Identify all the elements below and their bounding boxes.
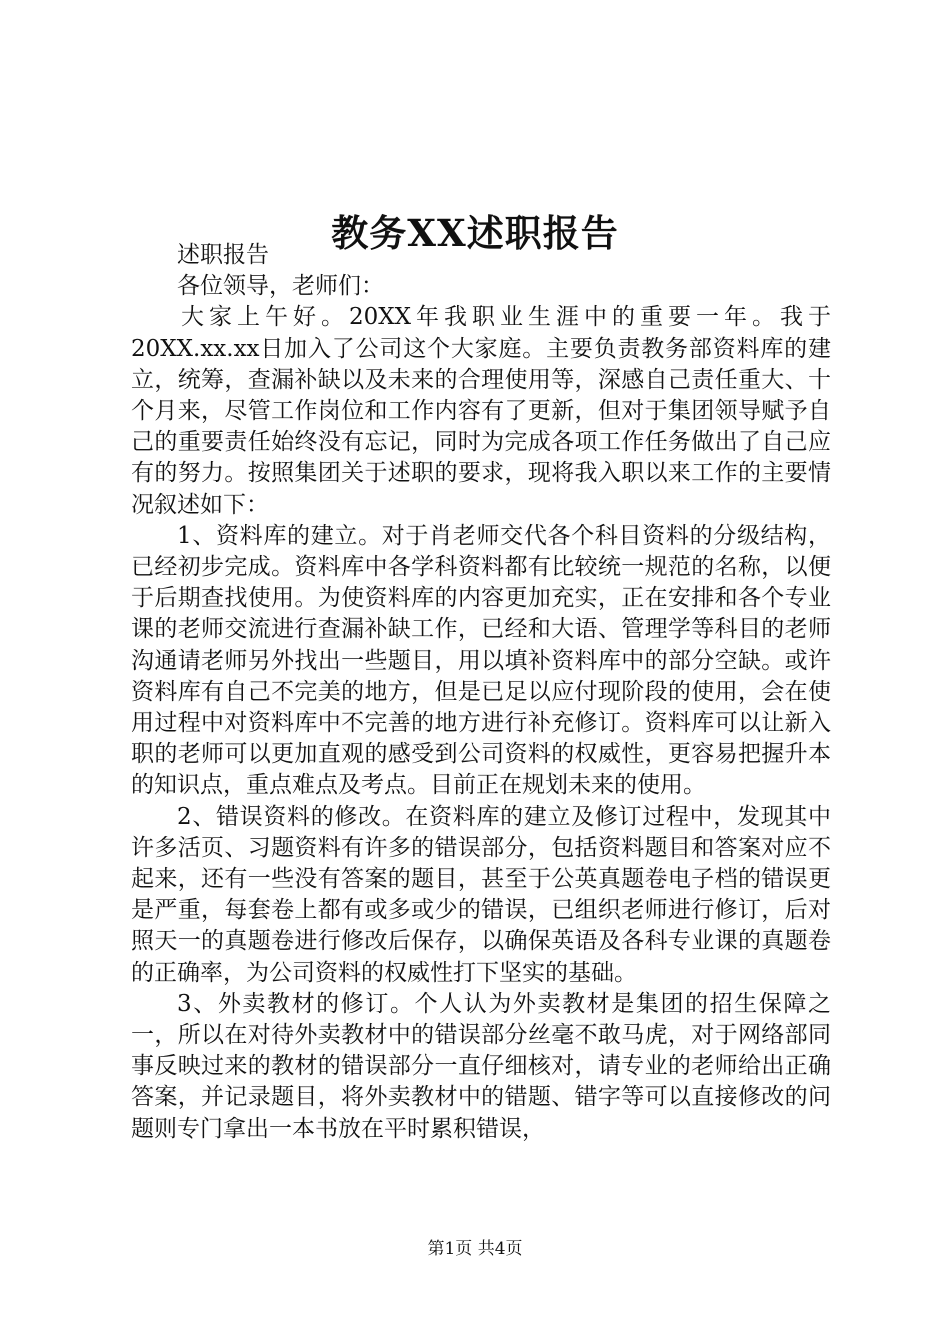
paragraph-intro: 大家上午好。20XX年我职业生涯中的重要一年。我于20XX.xx.xx日加入了公司这个大家庭。主要负责教务部资料库的建立，统筹，查漏补缺以及未来的合理使用等，深感自己责任重大、十个月来，尽管工作岗位和工作内容有了更新，但对于集团领导赋予自己的重要责任始终没有忘记，同时为完成各项工作任务做出了自己应有的努力。按照集团关于述职的要求，现将我入职以来工作的主要情况叙述如下： bbox=[131, 304, 831, 518]
page-footer: 第1页 共4页 bbox=[427, 1239, 523, 1259]
salutation: 各位领导，老师们： bbox=[177, 273, 384, 300]
document-body bbox=[131, 240, 831, 1145]
paragraph-item-3: 3、外卖教材的修订。个人认为外卖教材是集团的招生保障之一，所以在对待外卖教材中的错误部分丝毫不敢马虎，对于网络部同事反映过来的教材的错误部分一直仔细核对，请专业的老师给出正确答案，并记录题目，将外卖教材中的错题、错字等可以直接修改的问题则专门拿出一本书放在平时累积错误， bbox=[131, 990, 831, 1142]
paragraph-item-1: 1、资料库的建立。对于肖老师交代各个科目资料的分级结构，已经初步完成。资料库中各学科资料都有比较统一规范的名称，以便于后期查找使用。为使资料库的内容更加充实，正在安排和各个专业课的老师交流进行查漏补缺工作，已经和大语、管理学等科目的老师沟通请老师另外找出一些题目，用以填补资料库中的部分空缺。或许资料库有自己不完美的地方，但是已足以应付现阶段的使用，会在使用过程中对资料库中不完善的地方进行补充修订。资料库可以让新入职的老师可以更加直观的感受到公司资料的权威性，更容易把握升本的知识点，重点难点及考点。目前正在规划未来的使用。 bbox=[131, 522, 831, 799]
report-heading: 述职报告 bbox=[177, 242, 269, 268]
document-title: 教务XX述职报告 bbox=[331, 210, 619, 255]
paragraph-item-2: 2、错误资料的修改。在资料库的建立及修订过程中，发现其中许多活页、习题资料有许多的错误部分，包括资料题目和答案对应不起来，还有一些没有答案的题目，甚至于公英真题卷电子档的错误更是严重，每套卷上都有或多或少的错误，已组织老师进行修订，后对照天一的真题卷进行修改后保存，以确保英语及各科专业课的真题卷的正确率，为公司资料的权威性打下坚实的基础。 bbox=[131, 803, 831, 986]
